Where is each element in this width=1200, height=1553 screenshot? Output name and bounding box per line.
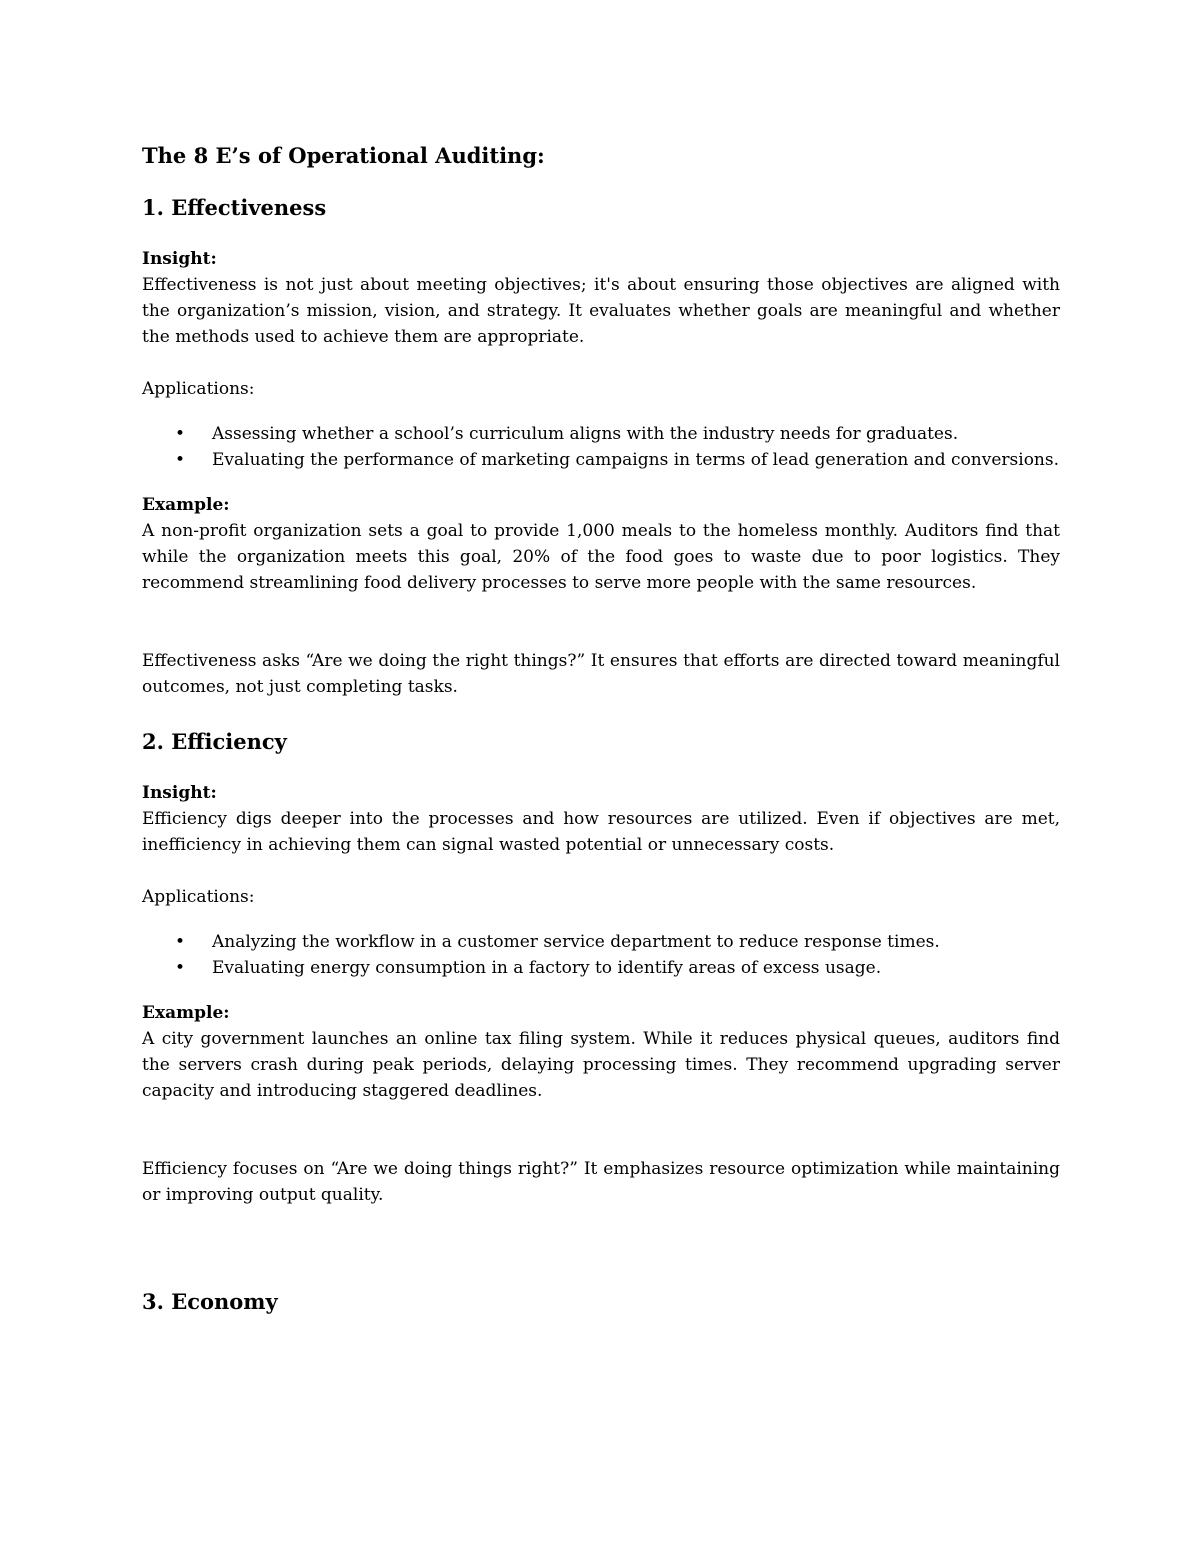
applications-list — [142, 929, 1060, 981]
example-text: A city government launches an online tax filing system. While it reduces physical queues, auditors find the servers crash during peak periods, delaying processing times. They recommend upgrading server capacity and introducing staggered deadlines. — [142, 1029, 1060, 1101]
insight-label: Insight: — [142, 783, 217, 803]
applications-list — [142, 421, 1060, 473]
insight-text: Efficiency digs deeper into the processes and how resources are utilized. Even if objectives are met, inefficiency in achieving them can signal wasted potential or unnecessary costs. — [142, 809, 1060, 855]
document-title: The 8 E’s of Operational Auditing: — [142, 143, 545, 168]
list-item-text: Assessing whether a school’s curriculum aligns with the industry needs for graduates. — [212, 424, 959, 444]
applications-label: Applications: — [142, 379, 255, 399]
list-item — [142, 929, 1060, 955]
applications-label: Applications: — [142, 887, 255, 907]
section-heading: 2. Efficiency — [142, 729, 287, 754]
section-efficiency — [142, 726, 1060, 1208]
list-item — [142, 421, 1060, 447]
bullet-icon: • — [175, 958, 186, 978]
section-effectiveness — [142, 192, 1060, 700]
list-item-text: Evaluating energy consumption in a factory to identify areas of excess usage. — [212, 958, 882, 978]
section-summary: Efficiency focuses on “Are we doing things right?” It emphasizes resource optimization while maintaining or improving output quality. — [142, 1159, 1060, 1205]
section-heading: 1. Effectiveness — [142, 195, 327, 220]
list-item — [142, 447, 1060, 473]
bullet-icon: • — [175, 450, 186, 470]
example-text: A non-profit organization sets a goal to provide 1,000 meals to the homeless monthly. Auditors find that while the organization meets this goal, 20% of the food goes to waste due to poor logistics. They recommend streamlining food delivery processes to serve more people with the same resources. — [142, 521, 1060, 593]
bullet-icon: • — [175, 932, 186, 952]
list-item-text: Evaluating the performance of marketing campaigns in terms of lead generation and conversions. — [212, 450, 1060, 470]
section-economy — [142, 1286, 1060, 1318]
section-summary: Effectiveness asks “Are we doing the right things?” It ensures that efforts are directed toward meaningful outcomes, not just completing tasks. — [142, 651, 1060, 697]
document-page — [142, 140, 1060, 1340]
insight-text: Effectiveness is not just about meeting objectives; it's about ensuring those objectives are aligned with the organization’s mission, vision, and strategy. It evaluates whether goals are meaningful and whether the methods used to achieve them are appropriate. — [142, 275, 1060, 347]
list-item-text: Analyzing the workflow in a customer service department to reduce response times. — [212, 932, 940, 952]
example-label: Example: — [142, 495, 230, 515]
list-item — [142, 955, 1060, 981]
bullet-icon: • — [175, 424, 186, 444]
example-label: Example: — [142, 1003, 230, 1023]
insight-label: Insight: — [142, 249, 217, 269]
section-heading: 3. Economy — [142, 1289, 278, 1314]
